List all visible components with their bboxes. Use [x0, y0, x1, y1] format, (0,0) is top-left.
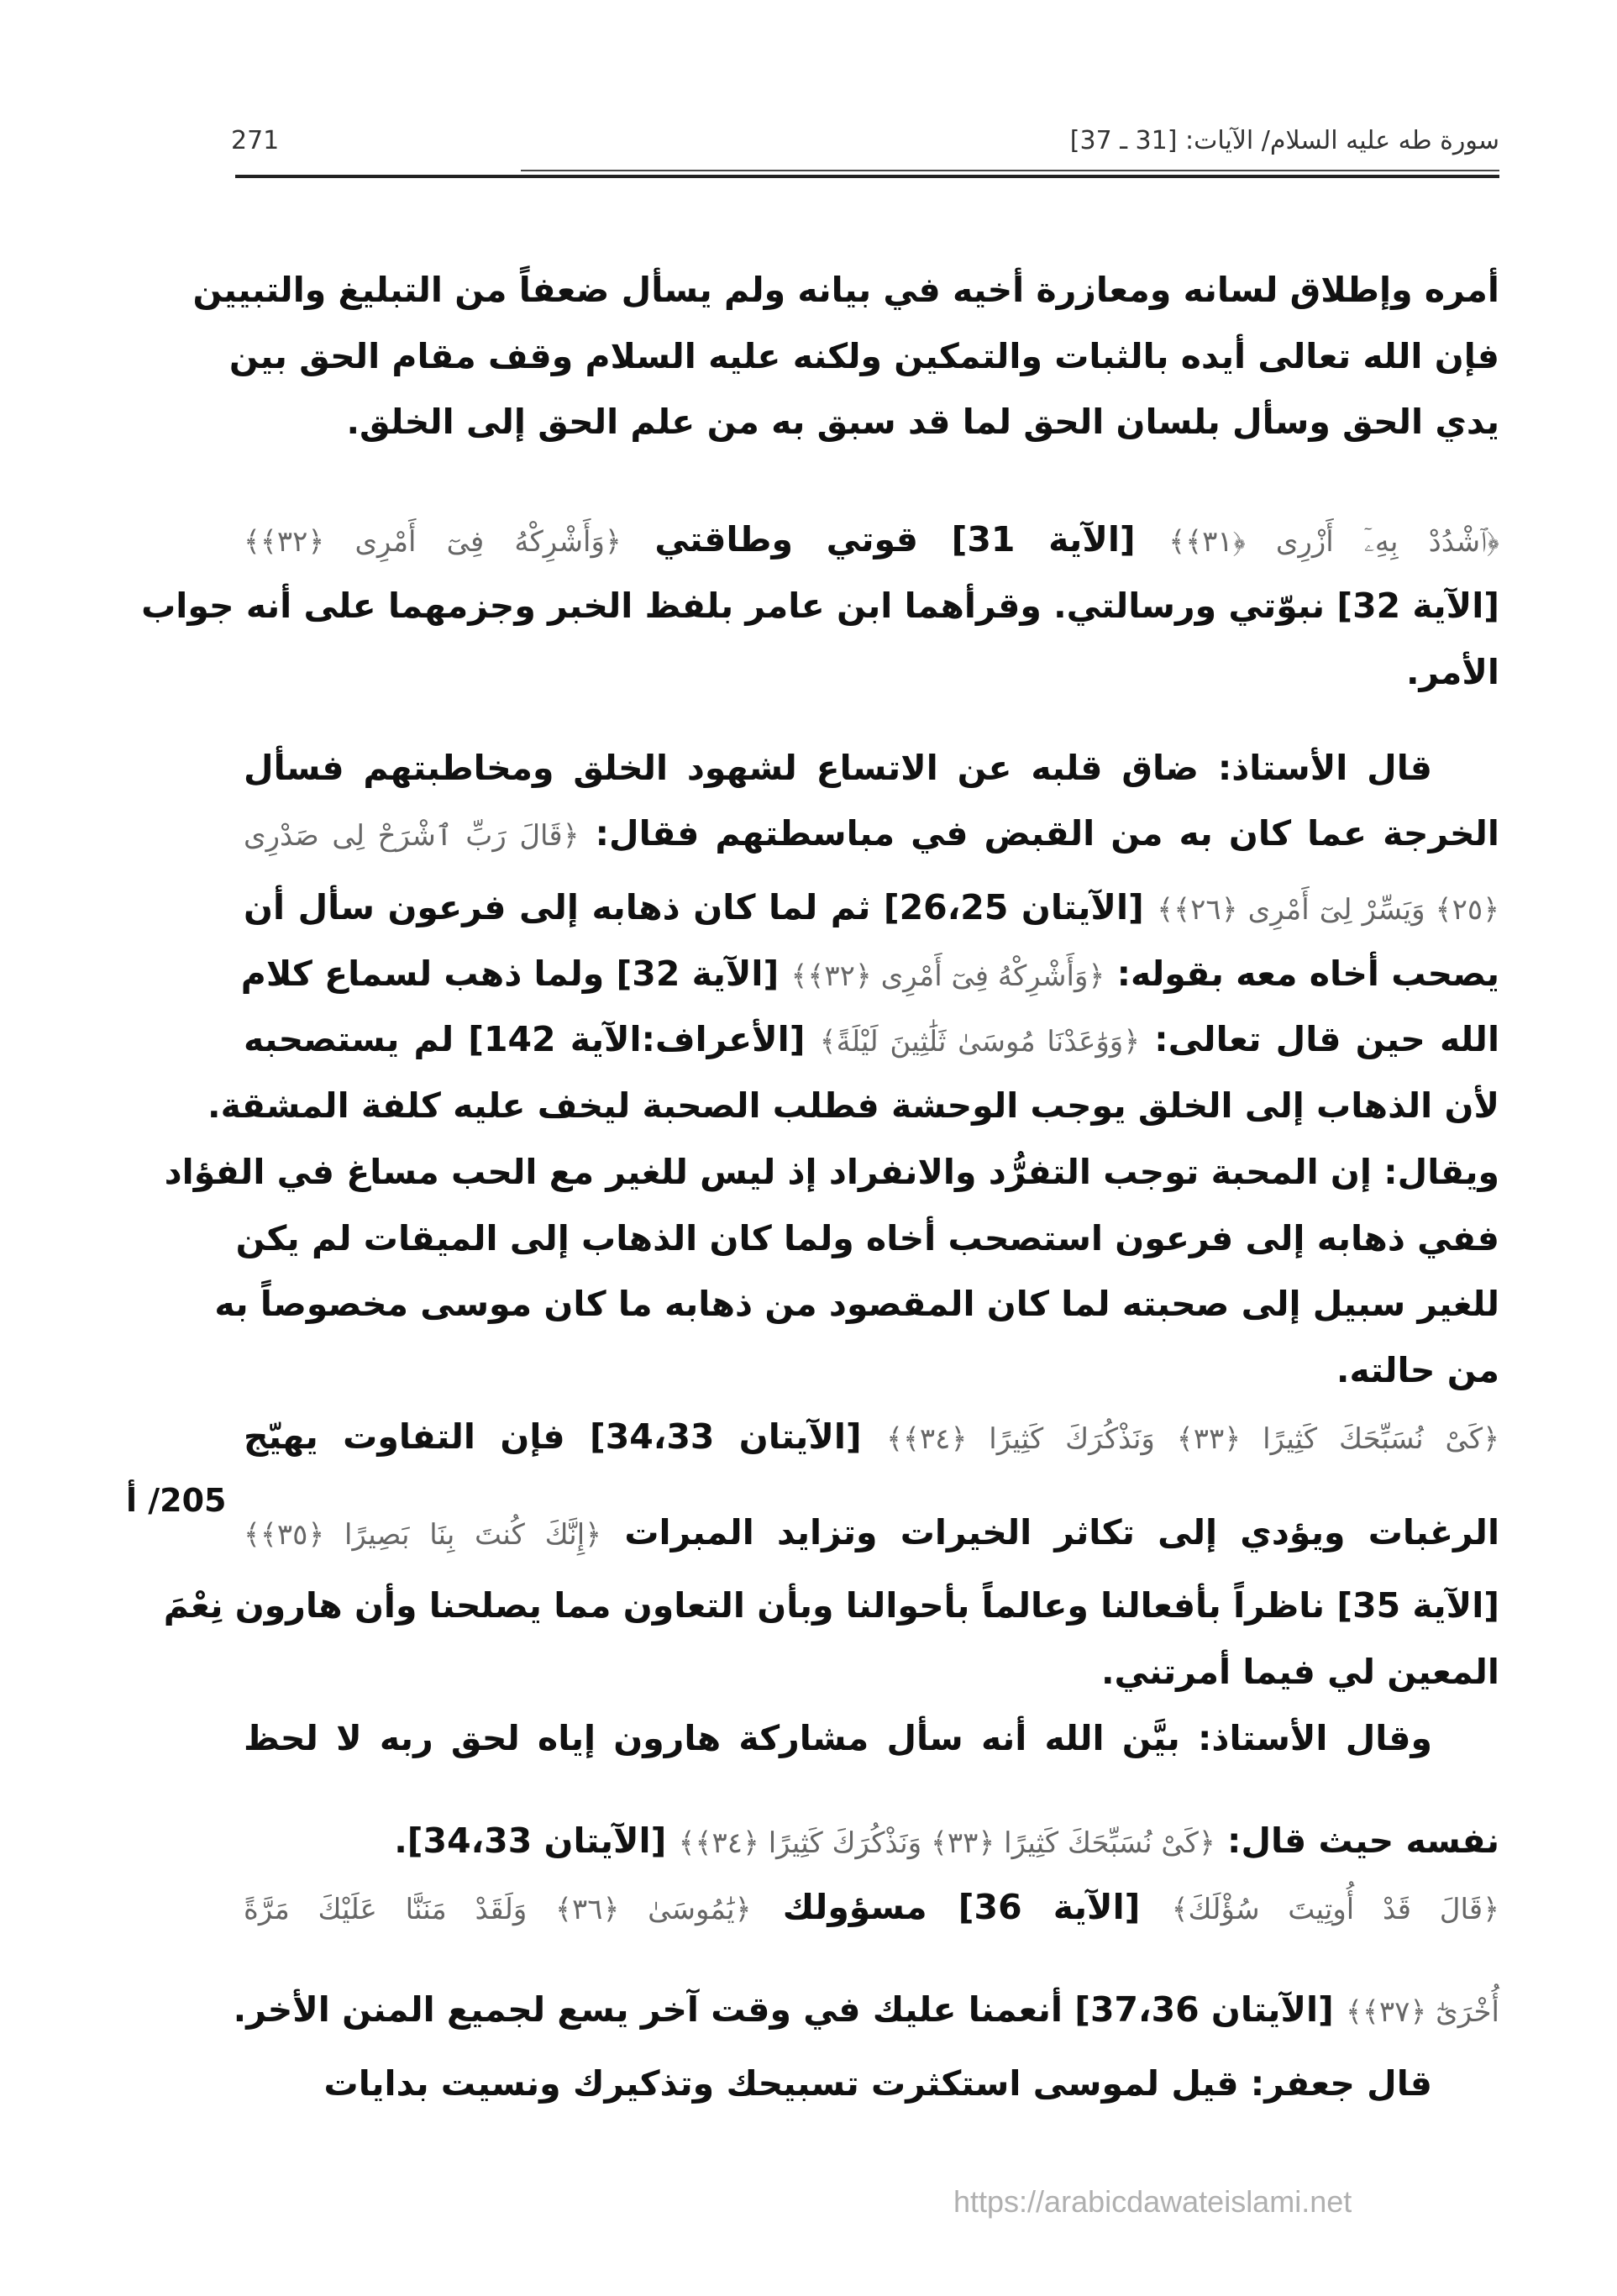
text-segment: [الأعراف:الآية 142] لم يستصحبه: [244, 1019, 820, 1059]
text-segment: الخرجة عما كان به من القبض في مباسطتهم فقال:: [579, 813, 1499, 854]
text-segment: [الآية 31] قوتي وطاقتي: [621, 519, 1169, 560]
text-segment: يصحب أخاه معه بقوله:: [1105, 954, 1499, 994]
quran-verse: ﴿وَأَشْرِكْهُ فِىٓ أَمْرِى ﴿٣٢﴾﴾: [790, 959, 1105, 993]
text-segment: من حالته.: [1336, 1350, 1499, 1390]
text-segment: المعين لي فيما أمرتني.: [1100, 1652, 1499, 1692]
text-line: [244, 882, 1499, 935]
text-segment: [الآية 35] ناظراً بأفعالنا وعالماً بأحوالنا وبأن التعاون مما يصلحنا وأن هارون نِعْمَ: [163, 1585, 1499, 1626]
text-line: [244, 1647, 1499, 1697]
quran-verse: ﴿ٱشْدُدْ بِهِۦٓ أَزْرِى ﴿٣١﴾﴾: [1168, 525, 1499, 559]
text-line: [207, 1080, 1499, 1131]
text-segment: للغير سبيل إلى صحبته لما كان المقصود من ذهابه ما كان موسى مخصوصاً به: [214, 1284, 1499, 1324]
text-line: [244, 1411, 1499, 1464]
quran-verse: ﴿قَالَ رَبِّ ٱشْرَحْ لِى صَدْرِى: [244, 819, 580, 853]
text-line: [244, 743, 1499, 793]
text-segment: [الآيتان 34،33].: [394, 1821, 679, 1861]
text-segment: [الآيتان 37،36] أنعمنا عليك في وقت آخر يسع لجميع المنن الأخر.: [233, 1989, 1347, 2030]
text-segment: فإن الله تعالى أيده بالثبات والتمكين ولكنه عليه السلام وقف مقام الحق بين: [228, 336, 1499, 376]
text-line: [244, 1507, 1499, 1560]
text-segment: يدي الحق وسأل بلسان الحق لما قد سبق به من علم الحق إلى الخلق.: [346, 402, 1499, 442]
header-rule-thin: [521, 170, 1499, 171]
text-line: [192, 265, 1499, 315]
running-header-title: سورة طه عليه السلام/ الآيات: [31 ـ 37]: [1069, 126, 1499, 155]
text-line: [228, 331, 1499, 381]
quran-verse: ﴿وَأَشْرِكْهُ فِىٓ أَمْرِى ﴿٣٢﴾﴾: [244, 525, 622, 559]
quran-verse: ﴿يَٰمُوسَىٰ ﴿٣٦﴾ وَلَقَدْ مَنَنَّا عَلَيْكَ مَرَّةً: [244, 1893, 752, 1926]
text-line: [244, 1882, 1499, 1935]
text-segment: قال جعفر: قيل لموسى استكثرت تسبيحك وتذكيرك ونسيت بدايات: [323, 2063, 1432, 2104]
quran-verse: أُخْرَىٰٓ ﴿٣٧﴾﴾: [1346, 1995, 1499, 2029]
text-line: [240, 948, 1499, 1001]
text-segment: الله حين قال تعالى:: [1140, 1019, 1499, 1059]
text-line: [244, 808, 1499, 861]
text-line: [244, 647, 1499, 697]
text-line: [244, 514, 1499, 567]
text-segment: ففي ذهابه إلى فرعون استصحب أخاه ولما كان الذهاب إلى الميقات لم يكن: [235, 1218, 1499, 1258]
text-segment: [الآية 32] ولما ذهب لسماع كلام: [240, 954, 791, 994]
text-line: [244, 1713, 1499, 1763]
text-segment: [الآيتان 26،25] ثم لما كان ذهابه إلى فرعون سأل أن: [244, 887, 1158, 927]
quran-verse: ﴿وَوَٰعَدْنَا مُوسَىٰ ثَلَٰثِينَ لَيْلَةً﴾: [819, 1025, 1141, 1059]
header-rule: [235, 175, 1499, 178]
text-segment: ويقال: إن المحبة توجب التفرُّد والانفراد إذ ليس للغير مع الحب مساغ في الفؤاد: [164, 1152, 1499, 1192]
text-line: [244, 2058, 1499, 2109]
text-line: [214, 1279, 1499, 1329]
text-line: [141, 581, 1499, 631]
quran-verse: ﴿إِنَّكَ كُنتَ بِنَا بَصِيرًا ﴿٣٥﴾﴾: [244, 1518, 602, 1552]
text-segment: أمره وإطلاق لسانه ومعازرة أخيه في بيانه ولم يسأل ضعفاً من التبليغ والتبيين: [192, 270, 1499, 310]
text-segment: قال الأستاذ: ضاق قلبه عن الاتساع لشهود الخلق ومخاطبتهم فسأل: [244, 748, 1432, 788]
text-line: [244, 1815, 1499, 1868]
text-line: [244, 1014, 1499, 1067]
quran-verse: ﴿كَىْ نُسَبِّحَكَ كَثِيرًا ﴿٣٣﴾ وَنَذْكُرَكَ كَثِيرًا ﴿٣٤﴾﴾: [886, 1422, 1500, 1456]
text-line: [244, 397, 1499, 447]
text-line: [163, 1580, 1499, 1631]
text-segment: وقال الأستاذ: بيَّن الله أنه سأل مشاركة هارون إياه لحق ربه لا لحظ: [244, 1718, 1432, 1758]
text-segment: [الآية 32] نبوّتي ورسالتي. وقرأهما ابن عامر بلفظ الخبر وجزمهما على أنه جواب: [141, 586, 1499, 626]
text-segment: [الآيتان 34،33] فإن التفاوت يهيّج: [244, 1416, 887, 1457]
text-segment: الأمر.: [1405, 652, 1499, 692]
quran-verse: ﴿قَالَ قَدْ أُوتِيتَ سُؤْلَكَ﴾: [1171, 1893, 1500, 1926]
watermark: https://arabicdawateislami.net: [953, 2184, 1352, 2219]
text-line: [233, 1984, 1499, 2037]
text-line: [235, 1213, 1499, 1264]
quran-verse: ﴿كَىْ نُسَبِّحَكَ كَثِيرًا ﴿٣٣﴾ وَنَذْكُرَكَ كَثِيرًا ﴿٣٤﴾﴾: [678, 1826, 1215, 1860]
text-segment: نفسه حيث قال:: [1215, 1821, 1499, 1861]
text-line: [164, 1147, 1499, 1197]
margin-folio-note: 205/ أ: [126, 1482, 227, 1519]
page-number: 271: [231, 126, 280, 155]
text-segment: الرغبات ويؤدي إلى تكاثر الخيرات وتزايد المبرات: [601, 1512, 1499, 1553]
text-segment: [الآية 36] مسؤولك: [751, 1887, 1172, 1927]
text-line: [244, 1345, 1499, 1395]
quran-verse: ﴿٢٥﴾ وَيَسِّرْ لِىٓ أَمْرِى ﴿٢٦﴾﴾: [1157, 893, 1500, 927]
text-segment: لأن الذهاب إلى الخلق يوجب الوحشة فطلب الصحبة ليخف عليه كلفة المشقة.: [207, 1085, 1499, 1126]
